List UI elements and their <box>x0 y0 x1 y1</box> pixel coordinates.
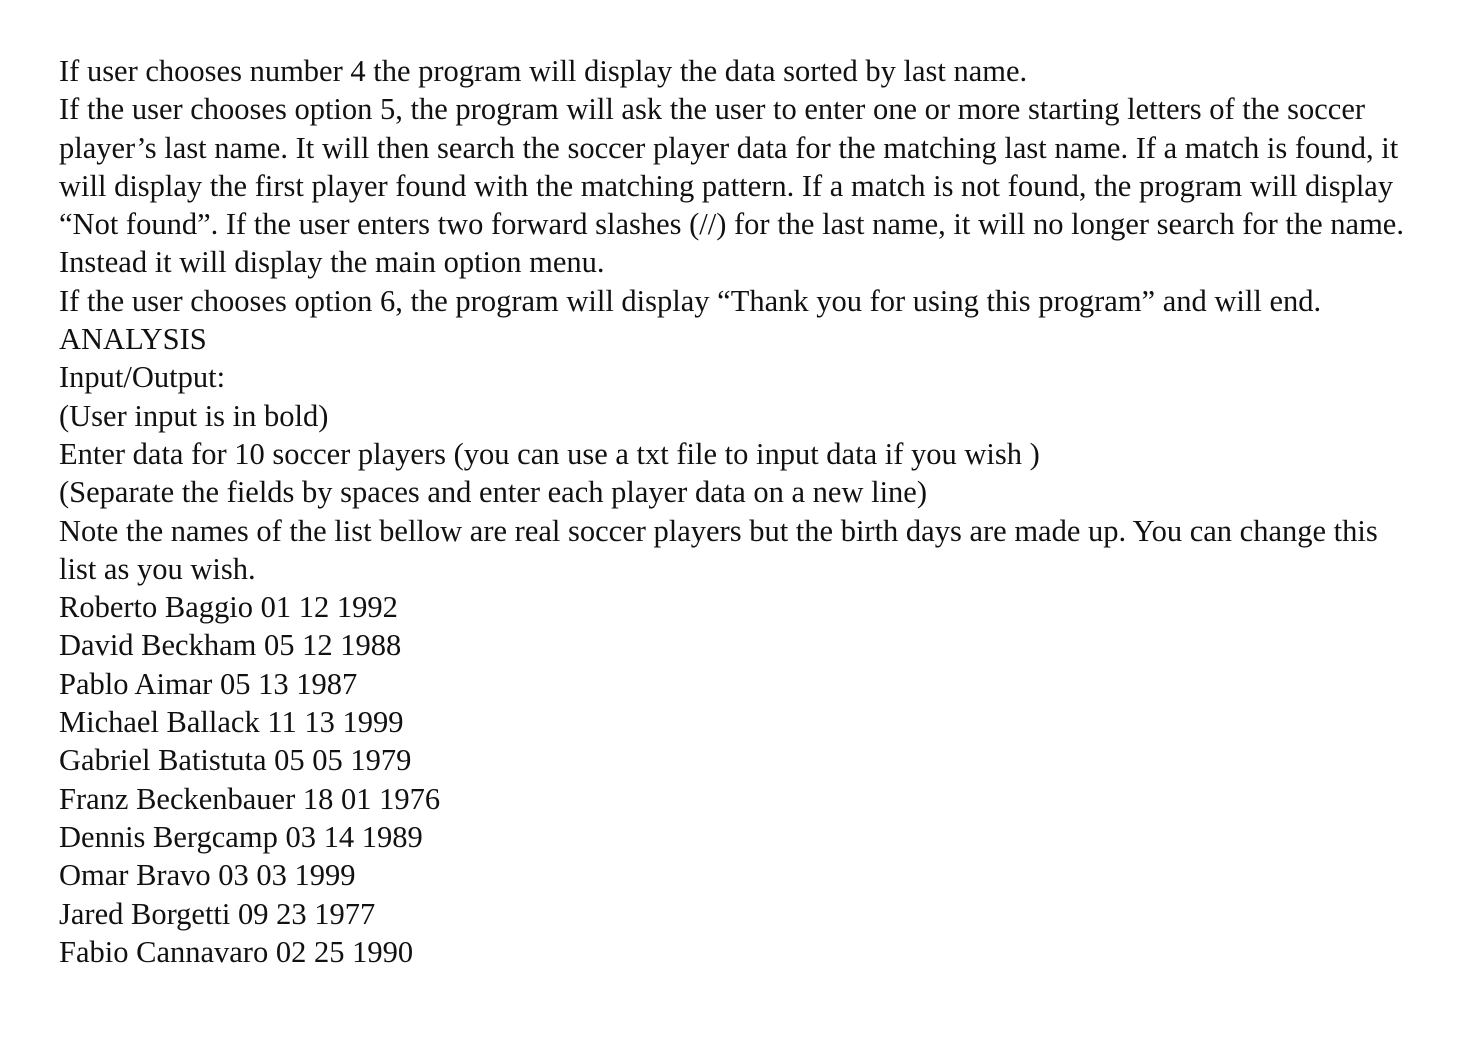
enter-data-instruction: Enter data for 10 soccer players (you can use a txt file to input data if you wish ) <box>59 436 1040 471</box>
player-row: Roberto Baggio 01 12 1992 <box>59 590 398 625</box>
paragraph-option-4: If user chooses number 4 the program will display the data sorted by last name. <box>59 54 1028 88</box>
separate-fields-note: (Separate the fields by spaces and enter each player data on a new line) <box>59 475 927 510</box>
player-row: David Beckham 05 12 1988 <box>59 628 402 663</box>
player-row: Omar Bravo 03 03 1999 <box>59 858 356 893</box>
player-row: Pablo Aimar 05 13 1987 <box>59 666 358 701</box>
paragraph-option-6: If the user chooses option 6, the program will display “Thank you for using this program” and will end. <box>59 283 1322 318</box>
document-page <box>59 52 1419 971</box>
player-row: Gabriel Batistuta 05 05 1979 <box>59 743 412 778</box>
player-row: Michael Ballack 11 13 1999 <box>59 705 404 740</box>
player-row: Fabio Cannavaro 02 25 1990 <box>59 934 414 969</box>
player-list <box>59 588 1419 971</box>
player-row: Jared Borgetti 09 23 1977 <box>59 896 376 931</box>
paragraph-option-5: If the user chooses option 5, the program will ask the user to enter one or more starting letters of the soccer player’s last name. It will then search the soccer player data for the matching last name. If a match is found, it will display the first player found with the matching pattern. If a match is not found, the program will display “Not found”. If the user enters two forward slashes (//) for the last name, it will no longer search for the name. Instead it will display the main option menu. <box>59 92 1404 280</box>
analysis-heading: ANALYSIS <box>59 322 207 357</box>
player-row: Dennis Bergcamp 03 14 1989 <box>59 819 423 854</box>
bold-input-note: (User input is in bold) <box>59 398 329 433</box>
player-names-note: Note the names of the list bellow are real soccer players but the birth days are made up. You can change this list as you wish. <box>59 513 1378 586</box>
input-output-label: Input/Output: <box>59 360 226 395</box>
player-row: Franz Beckenbauer 18 01 1976 <box>59 781 441 816</box>
